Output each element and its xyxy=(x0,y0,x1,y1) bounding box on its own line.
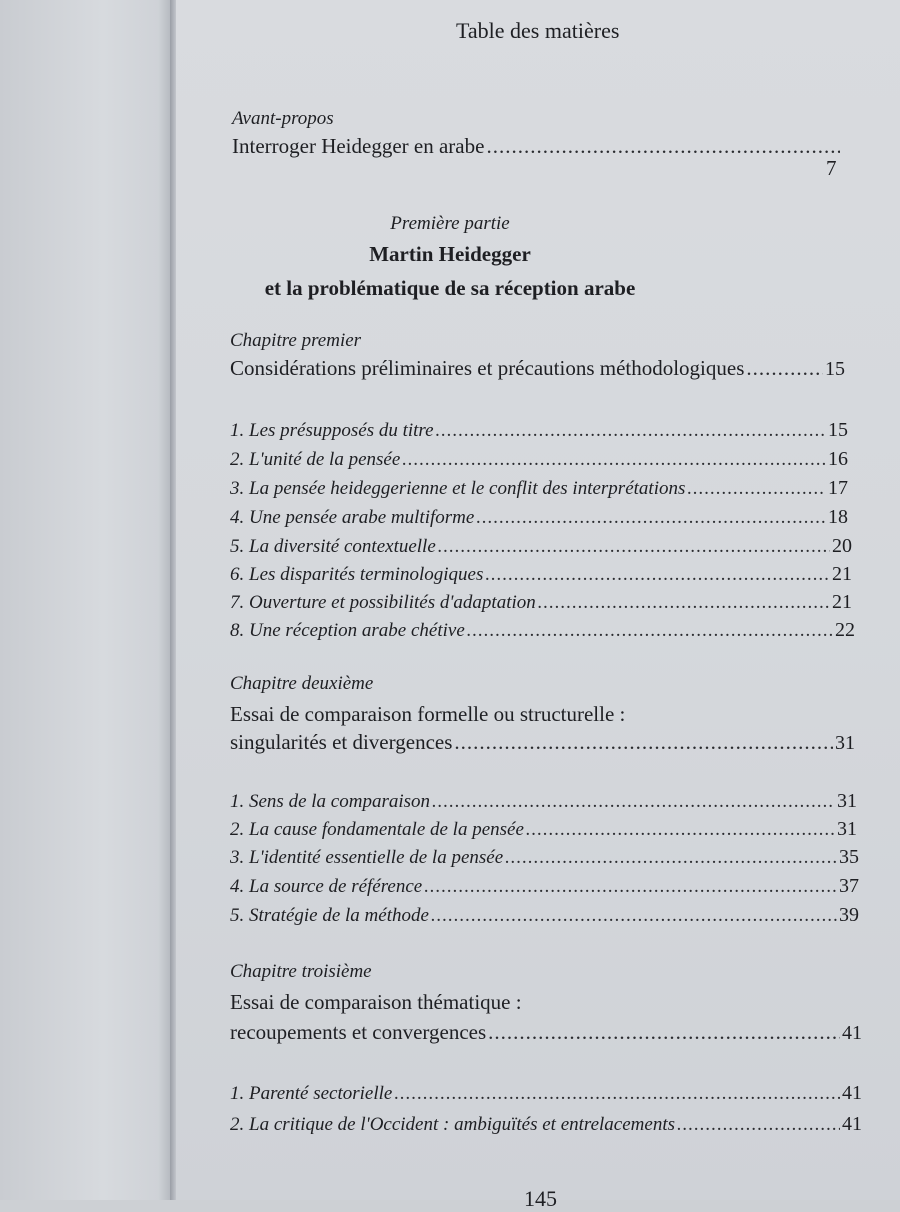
dot-leader xyxy=(687,478,826,500)
chapter-2-label: Chapitre deuxième xyxy=(230,673,374,694)
entry-title: 3. La pensée heideggerienne et le conflit des interprétations xyxy=(230,478,686,499)
page-number-footer: 145 xyxy=(524,1186,557,1211)
entry-page-number: 15 xyxy=(825,358,845,380)
entry-title: 5. La diversité contextuelle xyxy=(230,536,436,557)
part-title-line-1: Martin Heidegger xyxy=(369,242,531,266)
dot-leader xyxy=(436,420,826,442)
entry-page-number: 31 xyxy=(837,818,857,840)
entry-title: 8. Une réception arabe chétive xyxy=(230,620,465,641)
entry-title: 2. L'unité de la pensée xyxy=(230,449,401,470)
dot-leader xyxy=(746,356,823,381)
toc-entry-chapter-2[interactable] xyxy=(230,730,855,755)
avant-propos-label: Avant-propos xyxy=(232,108,334,129)
entry-page-number: 39 xyxy=(839,904,859,926)
dot-leader xyxy=(467,620,833,642)
dot-leader xyxy=(394,1083,840,1105)
dot-leader xyxy=(424,876,837,898)
dot-leader xyxy=(454,730,833,755)
toc-entry[interactable] xyxy=(230,448,848,471)
entry-page-number: 17 xyxy=(828,477,848,499)
toc-entry[interactable] xyxy=(230,419,848,442)
entry-title: 4. Une pensée arabe multiforme xyxy=(230,507,475,528)
toc-entry[interactable] xyxy=(230,1113,862,1136)
entry-page-number: 37 xyxy=(839,875,859,897)
toc-entry[interactable] xyxy=(230,875,859,898)
entry-title: 1. Sens de la comparaison xyxy=(230,791,431,812)
toc-entry[interactable] xyxy=(230,506,848,529)
dot-leader xyxy=(488,1020,840,1045)
entry-page-number: 35 xyxy=(839,846,859,868)
entry-page-number: 31 xyxy=(835,732,855,754)
entry-title: 3. L'identité essentielle de la pensée xyxy=(230,847,504,868)
dot-leader xyxy=(677,1114,840,1136)
entry-title: singularités et divergences xyxy=(230,730,453,754)
entry-page-number: 21 xyxy=(832,591,852,613)
dot-leader xyxy=(476,507,826,529)
chapter-3-title-line-1: Essai de comparaison thématique : xyxy=(230,990,522,1014)
toc-entry[interactable] xyxy=(230,904,859,927)
toc-entry-chapter-3[interactable] xyxy=(230,1020,862,1045)
toc-entry[interactable] xyxy=(230,563,852,586)
entry-title: 7. Ouverture et possibilités d'adaptation xyxy=(230,592,536,613)
entry-title: 1. Les présupposés du titre xyxy=(230,420,434,441)
entry-page-number: 15 xyxy=(828,419,848,441)
part-title-line-2: et la problématique de sa réception arabe xyxy=(264,276,636,300)
entry-page-number: 18 xyxy=(828,506,848,528)
toc-entry[interactable] xyxy=(230,619,855,642)
entry-page-number: 7 xyxy=(826,156,837,180)
toc-entry[interactable] xyxy=(230,477,848,500)
entry-title: Interroger Heidegger en arabe xyxy=(232,134,485,158)
dot-leader xyxy=(432,791,835,813)
toc-entry[interactable] xyxy=(230,535,852,558)
dot-leader xyxy=(438,536,830,558)
toc-entry[interactable] xyxy=(230,846,859,869)
entry-page-number: 41 xyxy=(842,1082,862,1104)
entry-title: 1. Parenté sectorielle xyxy=(230,1083,393,1104)
dot-leader xyxy=(431,905,837,927)
entry-page-number: 20 xyxy=(832,535,852,557)
entry-title: 2. La critique de l'Occident : ambiguïtés et entrelacements xyxy=(230,1114,675,1135)
dot-leader xyxy=(485,564,830,586)
toc-entry[interactable] xyxy=(230,1082,862,1105)
toc-entry-avant-propos[interactable] xyxy=(232,134,842,159)
entry-page-number: 16 xyxy=(828,448,848,470)
page-title: Table des matières xyxy=(456,18,620,43)
entry-page-number: 41 xyxy=(842,1113,862,1135)
dot-leader xyxy=(505,847,837,869)
entry-page-number: 41 xyxy=(842,1022,862,1044)
dot-leader xyxy=(538,592,830,614)
toc-entry[interactable] xyxy=(230,591,852,614)
entry-title: 6. Les disparités terminologiques xyxy=(230,564,484,585)
chapter-2-title-line-1: Essai de comparaison formelle ou structurelle : xyxy=(230,702,626,726)
dot-leader xyxy=(486,134,840,159)
entry-page-number: 31 xyxy=(837,790,857,812)
chapter-3-label: Chapitre troisième xyxy=(230,961,372,982)
toc-entry[interactable] xyxy=(230,818,857,841)
entry-title: 5. Stratégie de la méthode xyxy=(230,905,429,926)
dot-leader xyxy=(526,819,835,841)
dot-leader xyxy=(402,449,826,471)
toc-entry-chapter-1[interactable] xyxy=(230,356,845,381)
entry-page-number: 21 xyxy=(832,563,852,585)
part-label: Première partie xyxy=(390,213,510,234)
entry-title: recoupements et convergences xyxy=(230,1020,487,1044)
entry-title: 4. La source de référence xyxy=(230,876,423,897)
entry-title: Considérations préliminaires et précautions méthodologiques xyxy=(230,356,745,380)
entry-page-number: 22 xyxy=(835,619,855,641)
facing-page-edge xyxy=(0,0,172,1200)
chapter-1-label: Chapitre premier xyxy=(230,330,362,351)
entry-title: 2. La cause fondamentale de la pensée xyxy=(230,819,524,840)
toc-entry[interactable] xyxy=(230,790,857,813)
